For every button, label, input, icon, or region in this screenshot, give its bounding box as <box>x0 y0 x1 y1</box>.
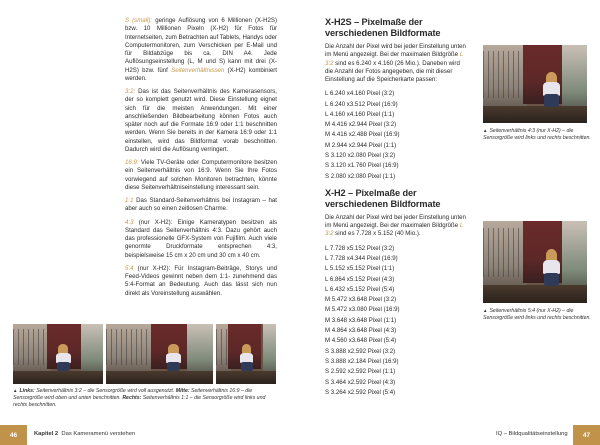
pixel-size-item: S 3.888 x2.592 Pixel (3:2) <box>325 347 396 355</box>
xh2-pixel-list <box>325 244 467 398</box>
pixel-size-item: S 3.464 x2.592 Pixel (4:3) <box>325 378 396 386</box>
caption-5-4: ▲ Seitenverhältnis 5:4 (nur X-H2) – die Sensorgröße wird links und rechts beschnitten. <box>483 308 591 321</box>
caption-4-3: ▲ Seitenverhältnis 4:3 (nur X-H2) – die Sensorgröße wird links und rechts beschnitten. <box>483 128 591 141</box>
pixel-size-item: L 4.160 x4.160 Pixel (1:1) <box>325 110 395 118</box>
pixel-size-item: S 3.120 x2.080 Pixel (3:2) <box>325 152 396 160</box>
pixel-size-item: L 7.728 x4.344 Pixel (16:9) <box>325 254 398 262</box>
pixel-size-item: M 5.472 x3.080 Pixel (16:9) <box>325 306 400 314</box>
section-footer: IQ – Bildqualitätseinstellung <box>496 431 568 437</box>
photo-16-9 <box>106 324 213 384</box>
pixel-size-item: L 7.728 x5.152 Pixel (3:2) <box>325 244 395 252</box>
pixel-size-item: M 4.864 x3.648 Pixel (4:3) <box>325 327 397 335</box>
pixel-size-item: S 2.592 x2.592 Pixel (1:1) <box>325 368 396 376</box>
pixel-size-item: L 6.864 x5.152 Pixel (4:3) <box>325 275 395 283</box>
triangle-marker-icon: ▲ <box>483 308 488 313</box>
paragraph-1-1: 1:1 Das Standard-Seitenverhältnis bei Instagram – hat aber auch so einen zeitlosen Charme. <box>125 197 277 213</box>
paragraph-16-9: 16:9: Viele TV-Geräte oder Computermonitore besitzen ein Seitenverhältnis von 16:9. Wenn Sie Ihre Fotos vorwiegend auf solchen Monitoren betrachten, könnte diese Seitenverhältniseinstellung interessant sein. <box>125 159 277 191</box>
pixel-size-item: S 3.888 x2.184 Pixel (16:9) <box>325 357 399 365</box>
paragraph-5-4: 5:4 (nur X-H2): Für Instagram-Beiträge, Storys und Feed-Videos gewinnt neben dem 1:1- zunehmend das 5:4-Format an Bedeutung. Auch das lässt sich nun direkt als Voreinstellung auswählen. <box>125 264 277 297</box>
photo-1-1 <box>216 324 276 384</box>
pixel-size-item: L 6.432 x5.152 Pixel (5:4) <box>325 285 395 293</box>
heading-xh2: X-H2 – Pixelmaße der verschiedenen Bildformate <box>325 187 441 209</box>
pixel-size-item: M 4.560 x3.648 Pixel (5:4) <box>325 337 397 345</box>
page-number-left: 46 <box>0 425 27 445</box>
pixel-size-item: M 4.416 x2.488 Pixel (16:9) <box>325 131 400 139</box>
pixel-size-item: S 3.120 x1.760 Pixel (16:9) <box>325 162 399 170</box>
page-number-right: 47 <box>573 425 600 445</box>
pixel-size-item: L 6.240 x4.160 Pixel (3:2) <box>325 90 395 98</box>
term-seitenverhaeltnisse: Seitenverhältnissen <box>171 66 225 74</box>
xh2s-pixel-list <box>325 89 467 182</box>
pixel-size-item: L 6.240 x3.512 Pixel (16:9) <box>325 100 398 108</box>
intro-xh2: Die Anzahl der Pixel wird bei jeder Einstellung unten im Menü angezeigt. Bei der maximalen Bildgröße L 3:2 sind es 7.728 x 5.152 (40 Mio.). <box>325 213 466 238</box>
pixel-size-item: L 5.152 x5.152 Pixel (1:1) <box>325 265 395 273</box>
figure-caption-left: ▲ Links: Seitenverhältnis 3:2 – die Sensorgröße wird voll ausgenutzt. Mitte: Seitenverhältnis 16:9 – die Sensorgröße wird oben und unten beschnitten. Rechts: Seitenverhältnis 1:1 – die Sensorgröße wird links und rechts beschnitten. <box>13 388 266 408</box>
pixel-size-item: M 4.416 x2.944 Pixel (3:2) <box>325 121 397 129</box>
photo-4-3 <box>483 45 587 123</box>
pixel-size-item: S 2.080 x2.080 Pixel (1:1) <box>325 172 396 180</box>
photo-3-2 <box>13 324 103 384</box>
triangle-marker-icon: ▲ <box>483 128 488 133</box>
pixel-size-item: S 3.264 x2.592 Pixel (5:4) <box>325 388 396 396</box>
lead-small: S (small): <box>125 17 153 24</box>
pixel-size-item: M 3.648 x3.648 Pixel (1:1) <box>325 316 397 324</box>
paragraph-4-3: 4:3 (nur X-H2): Einige Kameratypen besitzen als Standard das Seitenverhältnis 4:3. Dazu gehört auch das professionelle GFX-System von Fujifilm. Auch viele genormte Druckformate entsprechen 4:3, beispielsweise 15 cm x 20 cm und 30 cm x 40 cm. <box>125 218 277 259</box>
intro-xh2s: Die Anzahl der Pixel wird bei jeder Einstellung unten im Menü angezeigt. Bei der maximalen Bildgröße L 3:2 sind es 6.240 x 4.160 (26 Mio.). Daneben wird die Anzahl der Fotos angegeben, die mit dieser Einstellung auf die Speicherkarte passen: <box>325 43 466 83</box>
paragraph-small: S (small): geringe Auflösung von 6 Millionen (X-H2S) bzw. 10 Millionen Pixeln (X-H2) für Fotos für Internetseiten, zum Betrachten auf Tablets, Handys oder Computermonitoren, zum Verschicken per E-Mail und für Bildabzüge bis ca. DIN A4. Jede Auflösungseinstellung (L, M und S) kann mit drei (X-H2S) bzw. fünf Seitenverhältnissen (X-H2) kombiniert werden. <box>125 17 277 82</box>
pixel-size-item: M 2.944 x2.944 Pixel (1:1) <box>325 141 397 149</box>
triangle-marker-icon: ▲ <box>13 388 18 393</box>
right-page-text-column <box>325 17 467 404</box>
pixel-size-item: M 5.472 x3.648 Pixel (3:2) <box>325 296 397 304</box>
left-page-text-column <box>125 17 277 303</box>
paragraph-3-2: 3:2: Das ist das Seitenverhältnis des Kamerasensors, der so komplett genutzt wird. Diese Einstellung eignet sich für die meisten Anwendungen. Mit einer anschließenden Bildbearbeitung können Fotos auch später noch auf die Formate 16:9 oder 1:1 beschnitten werden. Wenn Sie bereits in der Kamera 16:9 oder 1:1 einstellen, wird das Bildformat vorab beschnitten. Dadurch wird die Auflösung verringert. <box>125 88 277 153</box>
photo-5-4 <box>483 221 587 303</box>
chapter-footer: Kapitel 2 Das Kameramenü verstehen <box>34 431 136 437</box>
heading-xh2s: X-H2S – Pixelmaße der verschiedenen Bildformate <box>325 17 441 38</box>
